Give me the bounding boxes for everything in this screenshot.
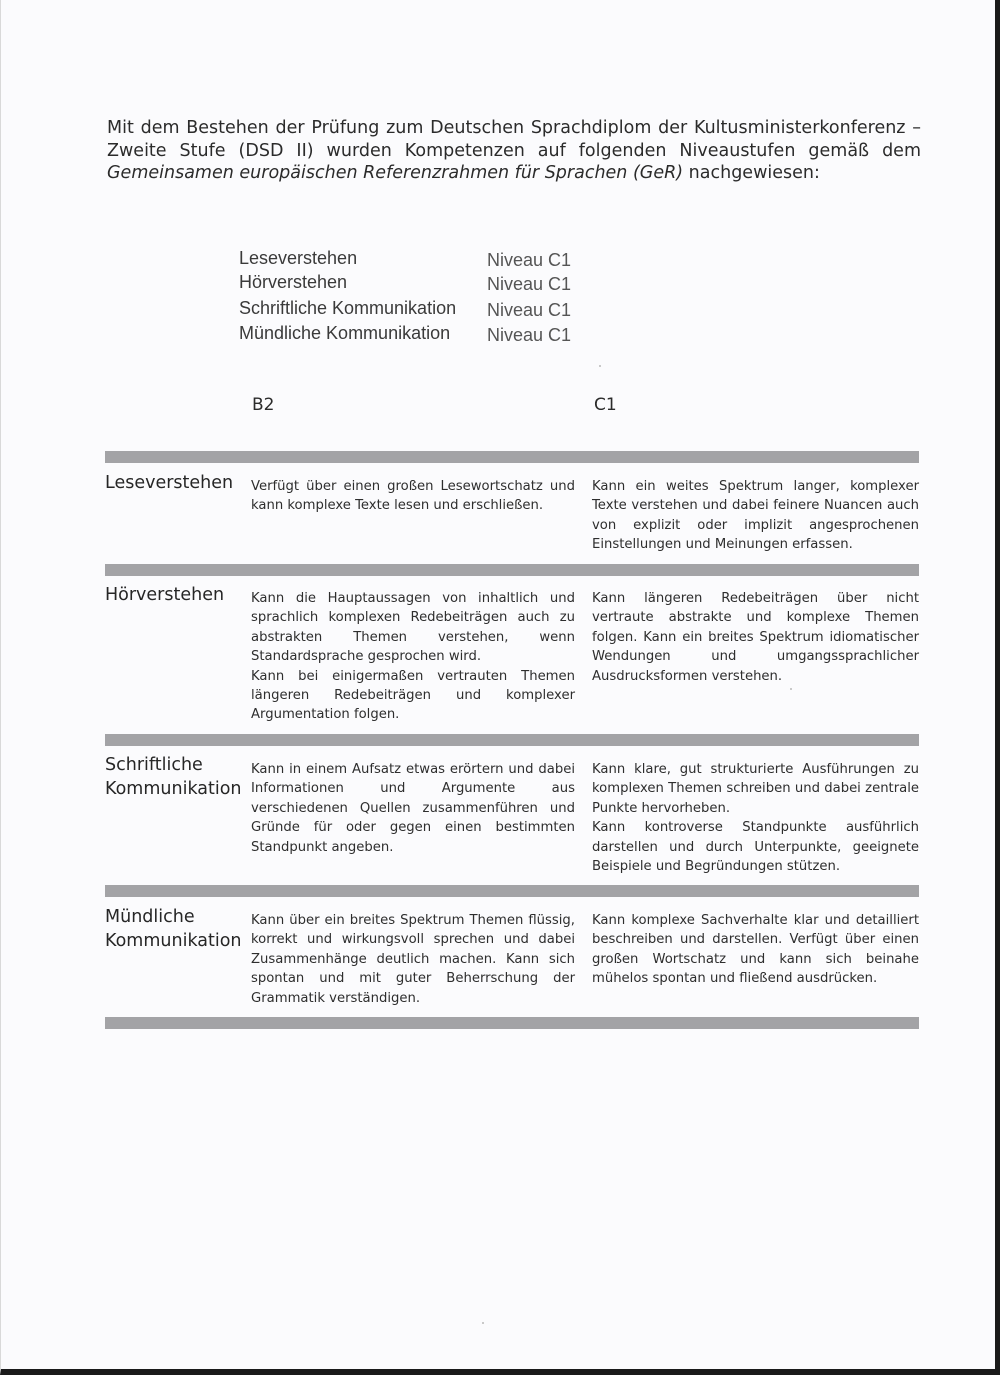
cell-schriftliche-kommunikation-c1 bbox=[592, 760, 919, 876]
intro-text-1: Mit dem Bestehen der Prüfung zum Deutschen Sprachdiplom der Kultusministerkonferenz – Zweite Stufe (DSD II) wurden Kompetenzen auf folgenden Niveaustufen gemäß dem bbox=[107, 118, 921, 161]
cell-paragraph: Kann bei einigermaßen vertrauten Themen längeren Redebeiträgen und komplexer Argumentation folgen. bbox=[251, 668, 575, 723]
level-skill-label: Leseverstehen bbox=[239, 248, 358, 268]
level-skill-label: Mündliche Kommunikation bbox=[239, 323, 451, 343]
cell-paragraph: Kann in einem Aufsatz etwas erörtern und dabei Informationen und Argumente aus verschiedenen Quellen zusammenführen und Gründe für oder gegen einen bestimmten Standpunkt angeben. bbox=[251, 762, 575, 855]
level-row-muendliche-kommunikation bbox=[239, 323, 639, 347]
cell-muendliche-kommunikation-b2 bbox=[251, 911, 575, 1008]
cell-paragraph: Kann klare, gut strukturierte Ausführungen zu komplexen Themen schreiben und dabei zentrale Punkte hervorheben. bbox=[592, 762, 919, 816]
row-divider-bar bbox=[105, 564, 919, 576]
cell-leseverstehen-b2 bbox=[251, 477, 575, 516]
row-label-muendliche-kommunikation: Mündliche Kommunikation bbox=[105, 907, 242, 951]
level-value: Niveau C1 bbox=[487, 274, 572, 294]
cell-paragraph: Kann kontroverse Standpunkte ausführlich darstellen und durch Unterpunkte, geeignete Beispiele und Begründungen stützen. bbox=[592, 820, 919, 875]
cell-hoerverstehen-b2 bbox=[251, 589, 575, 725]
cell-paragraph: Kann über ein breites Spektrum Themen flüssig, korrekt und wirkungsvoll sprechen und dabei Zusammenhänge deutlich machen. Kann sich spontan und mit guter Beherrschung der Grammatik verständigen. bbox=[251, 913, 575, 1006]
intro-text-3: nachgewiesen: bbox=[683, 163, 820, 183]
row-label-schriftliche-kommunikation: Schriftliche Kommunikation bbox=[105, 755, 242, 799]
scan-speck bbox=[599, 365, 601, 367]
cell-leseverstehen-c1 bbox=[592, 477, 919, 555]
cell-muendliche-kommunikation-c1 bbox=[592, 911, 919, 989]
level-row-schriftliche-kommunikation bbox=[239, 298, 639, 322]
row-divider-bar bbox=[105, 885, 919, 897]
column-header-b2: B2 bbox=[252, 395, 275, 415]
level-value: Niveau C1 bbox=[487, 250, 572, 270]
cell-paragraph: Kann längeren Redebeiträgen über nicht vertraute abstrakte und komplexe Themen folgen. Kann ein breites Spektrum idiomatischer Wendungen und umgangssprachlicher Ausdrucksformen verstehen. bbox=[592, 591, 919, 684]
cell-paragraph: Kann komplexe Sachverhalte klar und detailliert beschreiben und darstellen. Verfügt über einen großen Wortschatz und kann sich beinahe mühelos spontan und fließend ausdrücken. bbox=[592, 913, 919, 987]
cell-paragraph: Kann ein weites Spektrum langer, komplexer Texte verstehen und dabei feinere Nuancen auch von explizit oder implizit angesprochenen Einstellungen und Meinungen erfassen. bbox=[592, 479, 919, 553]
row-divider-bar bbox=[105, 734, 919, 746]
intro-text-italic: Gemeinsamen europäischen Referenzrahmen für Sprachen (GeR) bbox=[107, 163, 684, 183]
level-row-hoerverstehen bbox=[239, 272, 639, 296]
scan-speck bbox=[790, 688, 792, 690]
level-value: Niveau C1 bbox=[487, 325, 572, 345]
row-label-hoerverstehen: Hörverstehen bbox=[105, 585, 225, 605]
level-skill-label: Hörverstehen bbox=[239, 272, 348, 292]
row-divider-bar bbox=[105, 451, 919, 463]
cell-paragraph: Verfügt über einen großen Lesewortschatz und kann komplexe Texte lesen und erschließen. bbox=[251, 479, 575, 514]
cell-hoerverstehen-c1 bbox=[592, 589, 919, 686]
level-row-leseverstehen bbox=[239, 248, 639, 272]
level-skill-label: Schriftliche Kommunikation bbox=[239, 298, 457, 318]
row-label-leseverstehen: Leseverstehen bbox=[105, 473, 234, 493]
level-value: Niveau C1 bbox=[487, 300, 572, 320]
intro-paragraph bbox=[107, 117, 921, 185]
scan-speck bbox=[482, 1322, 484, 1324]
cell-paragraph: Kann die Hauptaussagen von inhaltlich und sprachlich komplexen Redebeiträgen auch zu abstrakten Themen verstehen, wenn Standardsprache gesprochen wird. bbox=[251, 591, 575, 665]
column-header-c1: C1 bbox=[594, 395, 617, 415]
cell-schriftliche-kommunikation-b2 bbox=[251, 760, 575, 857]
table-bottom-bar bbox=[105, 1017, 919, 1029]
